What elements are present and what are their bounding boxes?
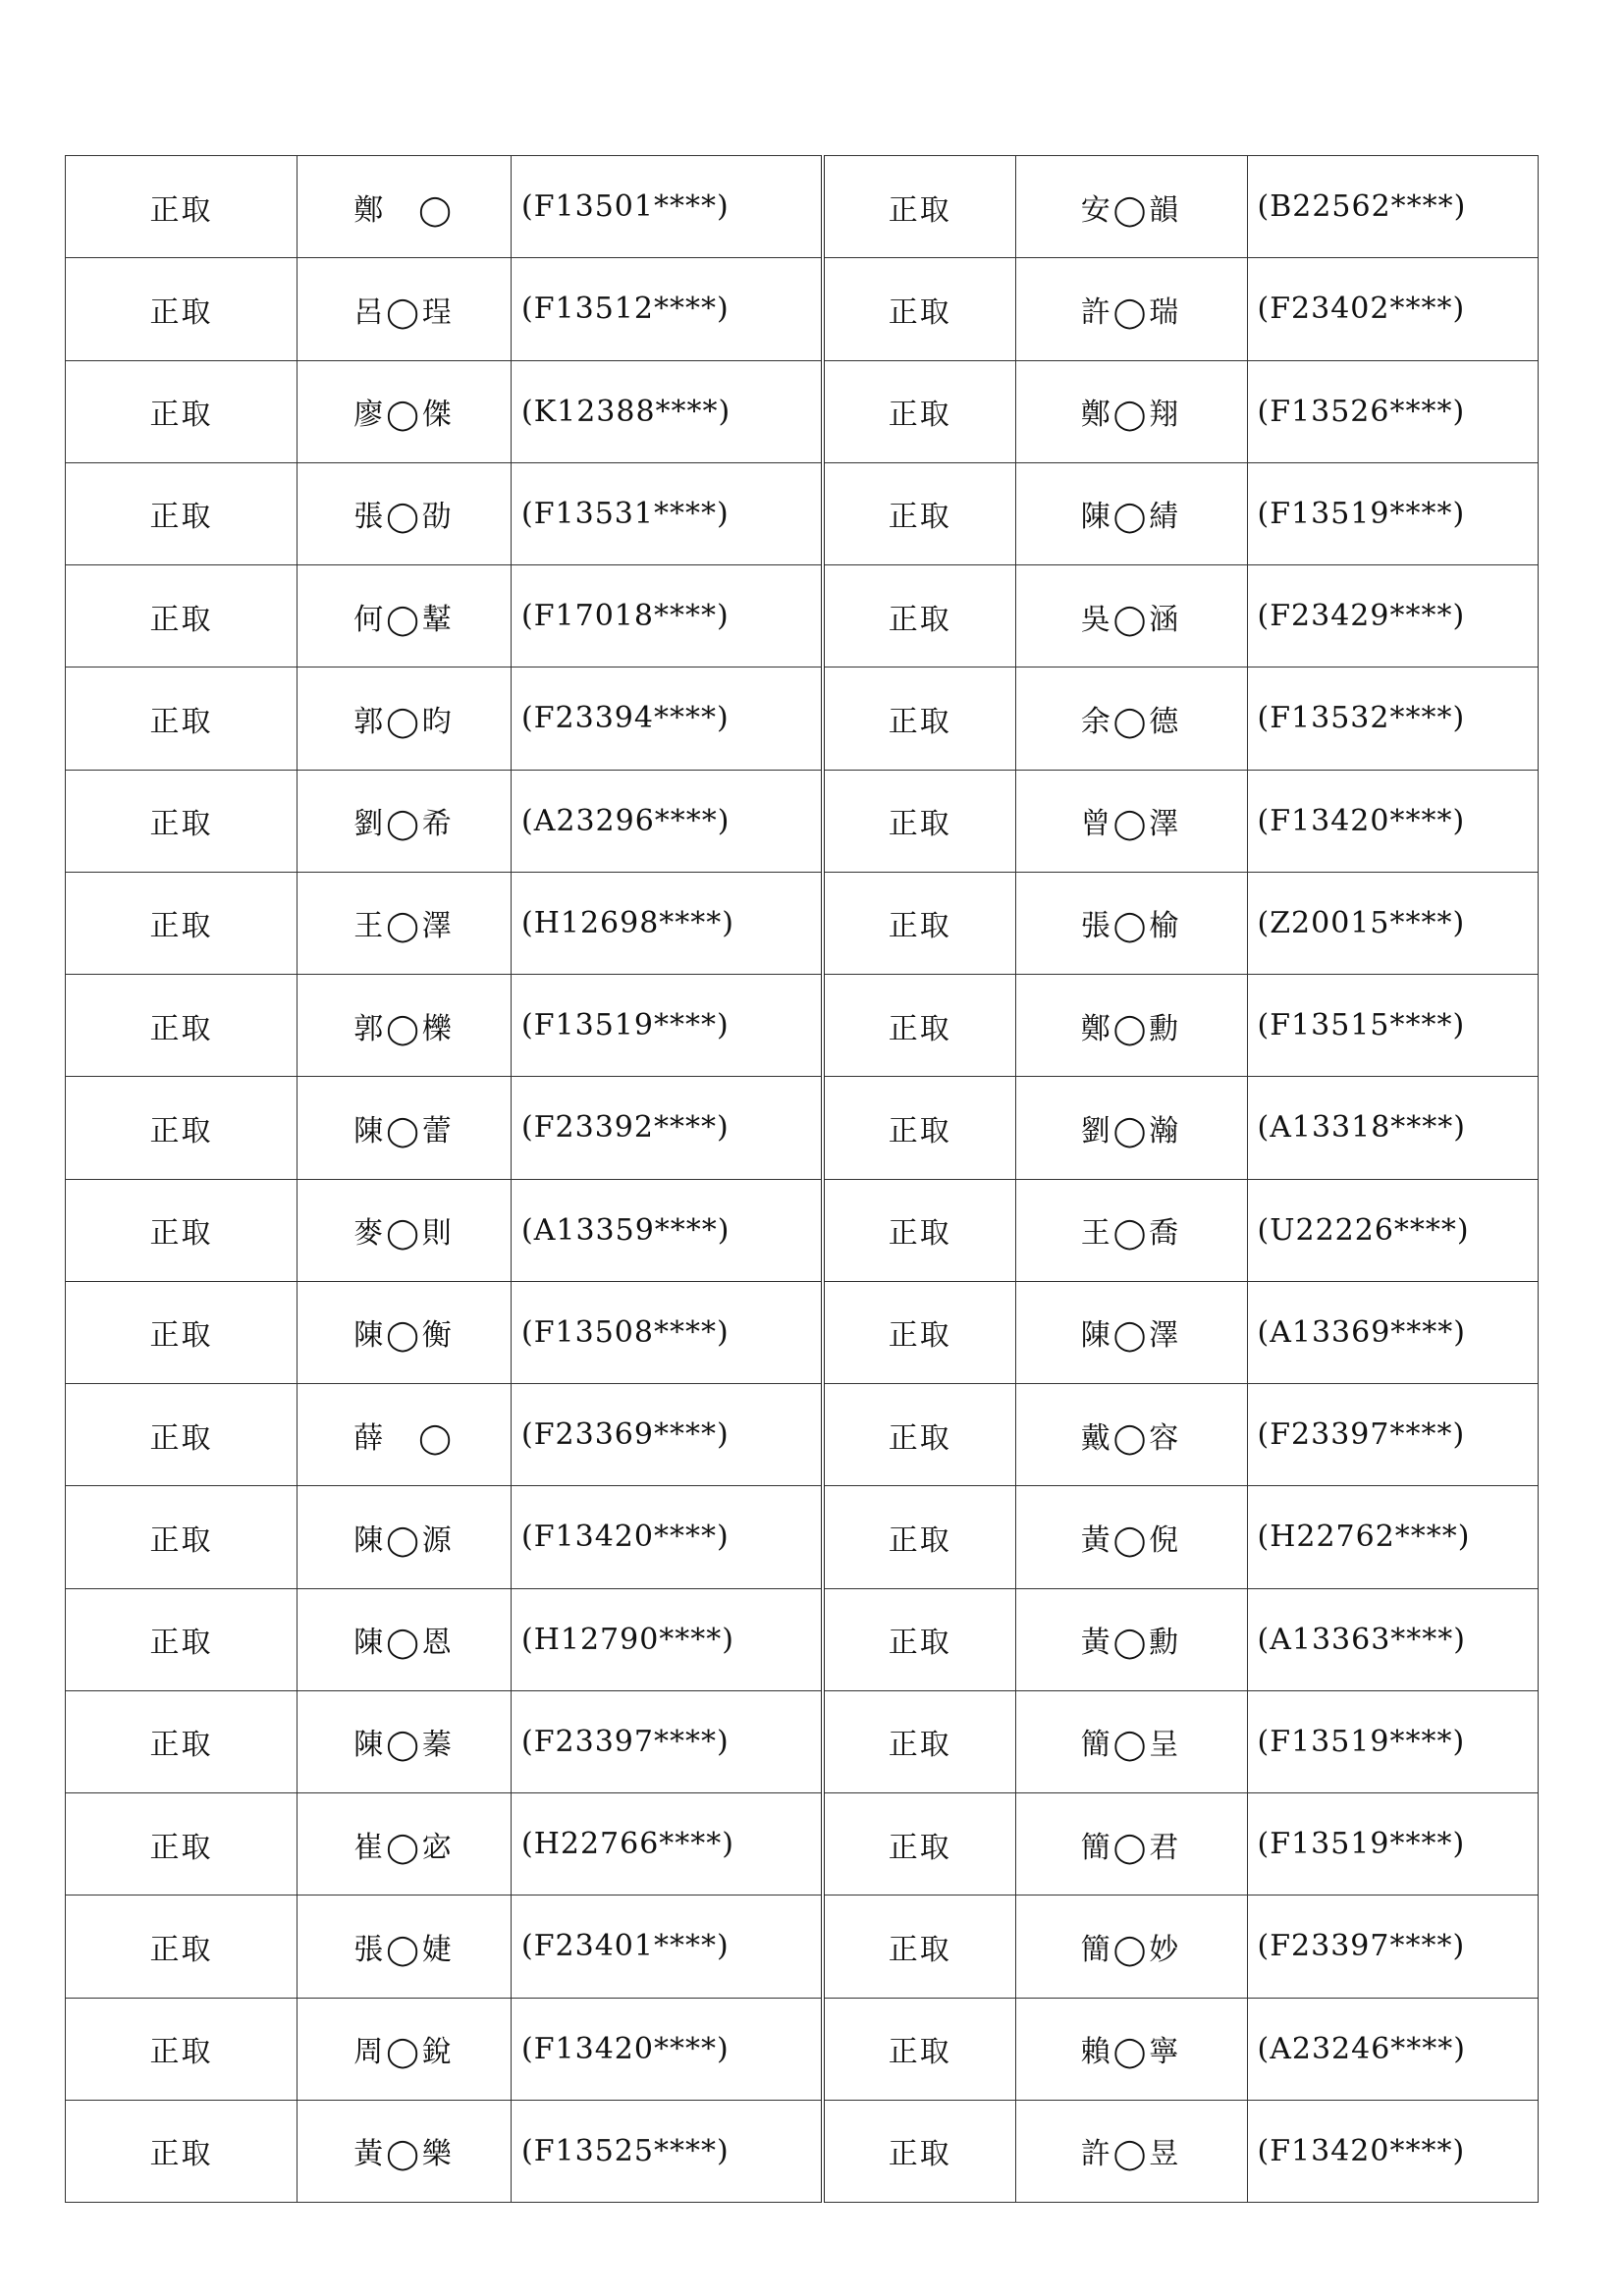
id-number: (A23296****): [512, 770, 822, 872]
table-row: [66, 1384, 822, 1486]
student-name: 陳◯蕾: [298, 1077, 512, 1179]
admission-status: 正取: [823, 872, 1015, 974]
student-name: 鄭◯翔: [1015, 360, 1247, 462]
table-row: [66, 1793, 822, 1896]
student-name: 黃◯勳: [1015, 1588, 1247, 1690]
id-number: (F17018****): [512, 565, 822, 667]
admission-status: 正取: [823, 1793, 1015, 1896]
table-row: [66, 1077, 822, 1179]
table-row: [66, 156, 822, 258]
id-number: (F23397****): [1247, 1384, 1538, 1486]
admission-status: 正取: [66, 258, 298, 360]
id-number: (H12790****): [512, 1588, 822, 1690]
student-name: 周◯銳: [298, 1998, 512, 2100]
id-number: (U22226****): [1247, 1179, 1538, 1281]
table-row: [66, 1998, 822, 2100]
table-row: [66, 1896, 822, 1998]
id-number: (F13508****): [512, 1281, 822, 1383]
admission-status: 正取: [823, 1179, 1015, 1281]
table-row: [823, 667, 1538, 770]
student-name: 陳◯綪: [1015, 462, 1247, 564]
table-row: [823, 1486, 1538, 1588]
student-name: 黃◯樂: [298, 2100, 512, 2202]
id-number: (F13532****): [1247, 667, 1538, 770]
admission-status: 正取: [66, 872, 298, 974]
table-row: [823, 1588, 1538, 1690]
right-table-body: [823, 156, 1538, 2203]
student-name: 陳◯恩: [298, 1588, 512, 1690]
student-name: 劉◯瀚: [1015, 1077, 1247, 1179]
table-row: [66, 667, 822, 770]
admission-status: 正取: [66, 1896, 298, 1998]
table-row: [823, 1281, 1538, 1383]
table-row: [66, 1179, 822, 1281]
id-number: (A13359****): [512, 1179, 822, 1281]
student-name: 賴◯寧: [1015, 1998, 1247, 2100]
admission-status: 正取: [66, 975, 298, 1077]
table-row: [66, 975, 822, 1077]
id-number: (F13420****): [1247, 2100, 1538, 2202]
table-row: [823, 258, 1538, 360]
admission-status: 正取: [66, 1179, 298, 1281]
admission-status: 正取: [66, 360, 298, 462]
admission-status: 正取: [823, 360, 1015, 462]
student-name: 許◯昱: [1015, 2100, 1247, 2202]
student-name: 張◯婕: [298, 1896, 512, 1998]
id-number: (F13420****): [512, 1998, 822, 2100]
admission-status: 正取: [66, 462, 298, 564]
admission-status: 正取: [823, 1998, 1015, 2100]
id-number: (A13369****): [1247, 1281, 1538, 1383]
id-number: (F23397****): [1247, 1896, 1538, 1998]
student-name: 崔◯宓: [298, 1793, 512, 1896]
table-row: [66, 1588, 822, 1690]
admission-status: 正取: [823, 462, 1015, 564]
id-number: (F13519****): [1247, 1690, 1538, 1792]
admission-status: 正取: [66, 1588, 298, 1690]
admission-status: 正取: [823, 156, 1015, 258]
table-row: [823, 1793, 1538, 1896]
admission-status: 正取: [823, 1384, 1015, 1486]
id-number: (A13363****): [1247, 1588, 1538, 1690]
student-name: 麥◯則: [298, 1179, 512, 1281]
id-number: (F23394****): [512, 667, 822, 770]
table-row: [66, 770, 822, 872]
table-row: [66, 872, 822, 974]
table-row: [66, 2100, 822, 2202]
admission-status: 正取: [823, 565, 1015, 667]
id-number: (F23369****): [512, 1384, 822, 1486]
student-name: 王◯喬: [1015, 1179, 1247, 1281]
student-name: 戴◯容: [1015, 1384, 1247, 1486]
table-row: [823, 975, 1538, 1077]
admission-list: [65, 155, 1536, 2203]
admission-status: 正取: [823, 1690, 1015, 1792]
student-name: 簡◯妙: [1015, 1896, 1247, 1998]
student-name: 陳◯源: [298, 1486, 512, 1588]
table-row: [823, 1077, 1538, 1179]
table-row: [823, 872, 1538, 974]
admission-table-left: [65, 155, 822, 2203]
id-number: (A13318****): [1247, 1077, 1538, 1179]
admission-status: 正取: [823, 1588, 1015, 1690]
admission-status: 正取: [823, 1077, 1015, 1179]
table-row: [66, 1690, 822, 1792]
student-name: 余◯德: [1015, 667, 1247, 770]
id-number: (F13519****): [1247, 1793, 1538, 1896]
id-number: (F13420****): [512, 1486, 822, 1588]
student-name: 鄭 ◯: [298, 156, 512, 258]
left-table-body: [66, 156, 822, 2203]
id-number: (A23246****): [1247, 1998, 1538, 2100]
table-row: [823, 1690, 1538, 1792]
id-number: (F23402****): [1247, 258, 1538, 360]
admission-status: 正取: [66, 667, 298, 770]
table-row: [66, 258, 822, 360]
student-name: 許◯瑞: [1015, 258, 1247, 360]
table-row: [823, 1179, 1538, 1281]
admission-status: 正取: [66, 565, 298, 667]
table-row: [823, 1896, 1538, 1998]
id-number: (F23397****): [512, 1690, 822, 1792]
id-number: (F23392****): [512, 1077, 822, 1179]
id-number: (H22766****): [512, 1793, 822, 1896]
admission-status: 正取: [66, 156, 298, 258]
id-number: (F13519****): [512, 975, 822, 1077]
admission-status: 正取: [66, 1077, 298, 1179]
admission-status: 正取: [823, 258, 1015, 360]
admission-status: 正取: [823, 1486, 1015, 1588]
student-name: 張◯劭: [298, 462, 512, 564]
student-name: 張◯榆: [1015, 872, 1247, 974]
table-row: [66, 462, 822, 564]
student-name: 安◯韻: [1015, 156, 1247, 258]
table-row: [66, 1281, 822, 1383]
student-name: 曾◯澤: [1015, 770, 1247, 872]
table-row: [823, 565, 1538, 667]
table-row: [823, 770, 1538, 872]
student-name: 王◯澤: [298, 872, 512, 974]
table-row: [66, 360, 822, 462]
admission-status: 正取: [66, 1281, 298, 1383]
table-row: [66, 565, 822, 667]
id-number: (B22562****): [1247, 156, 1538, 258]
id-number: (F13501****): [512, 156, 822, 258]
id-number: (Z20015****): [1247, 872, 1538, 974]
id-number: (F13519****): [1247, 462, 1538, 564]
student-name: 薛 ◯: [298, 1384, 512, 1486]
id-number: (H12698****): [512, 872, 822, 974]
admission-status: 正取: [823, 1281, 1015, 1383]
student-name: 黃◯倪: [1015, 1486, 1247, 1588]
admission-status: 正取: [66, 1998, 298, 2100]
student-name: 陳◯蓁: [298, 1690, 512, 1792]
id-number: (F23429****): [1247, 565, 1538, 667]
admission-status: 正取: [66, 1384, 298, 1486]
student-name: 陳◯衡: [298, 1281, 512, 1383]
admission-table-right: [821, 155, 1539, 2203]
id-number: (F23401****): [512, 1896, 822, 1998]
admission-status: 正取: [66, 1793, 298, 1896]
table-row: [823, 156, 1538, 258]
student-name: 何◯鞤: [298, 565, 512, 667]
table-row: [823, 2100, 1538, 2202]
table-row: [823, 360, 1538, 462]
admission-status: 正取: [66, 1690, 298, 1792]
student-name: 簡◯呈: [1015, 1690, 1247, 1792]
student-name: 吳◯涵: [1015, 565, 1247, 667]
id-number: (F13525****): [512, 2100, 822, 2202]
admission-status: 正取: [823, 2100, 1015, 2202]
student-name: 郭◯櫟: [298, 975, 512, 1077]
id-number: (F13526****): [1247, 360, 1538, 462]
id-number: (K12388****): [512, 360, 822, 462]
id-number: (H22762****): [1247, 1486, 1538, 1588]
id-number: (F13420****): [1247, 770, 1538, 872]
admission-status: 正取: [823, 975, 1015, 1077]
student-name: 呂◯珵: [298, 258, 512, 360]
student-name: 簡◯君: [1015, 1793, 1247, 1896]
admission-status: 正取: [66, 770, 298, 872]
student-name: 劉◯希: [298, 770, 512, 872]
table-row: [823, 462, 1538, 564]
admission-status: 正取: [823, 667, 1015, 770]
table-row: [66, 1486, 822, 1588]
admission-status: 正取: [66, 2100, 298, 2202]
admission-status: 正取: [823, 770, 1015, 872]
id-number: (F13515****): [1247, 975, 1538, 1077]
table-row: [823, 1384, 1538, 1486]
student-name: 鄭◯勳: [1015, 975, 1247, 1077]
admission-status: 正取: [66, 1486, 298, 1588]
student-name: 陳◯澤: [1015, 1281, 1247, 1383]
student-name: 郭◯昀: [298, 667, 512, 770]
student-name: 廖◯傑: [298, 360, 512, 462]
admission-status: 正取: [823, 1896, 1015, 1998]
id-number: (F13512****): [512, 258, 822, 360]
table-row: [823, 1998, 1538, 2100]
id-number: (F13531****): [512, 462, 822, 564]
